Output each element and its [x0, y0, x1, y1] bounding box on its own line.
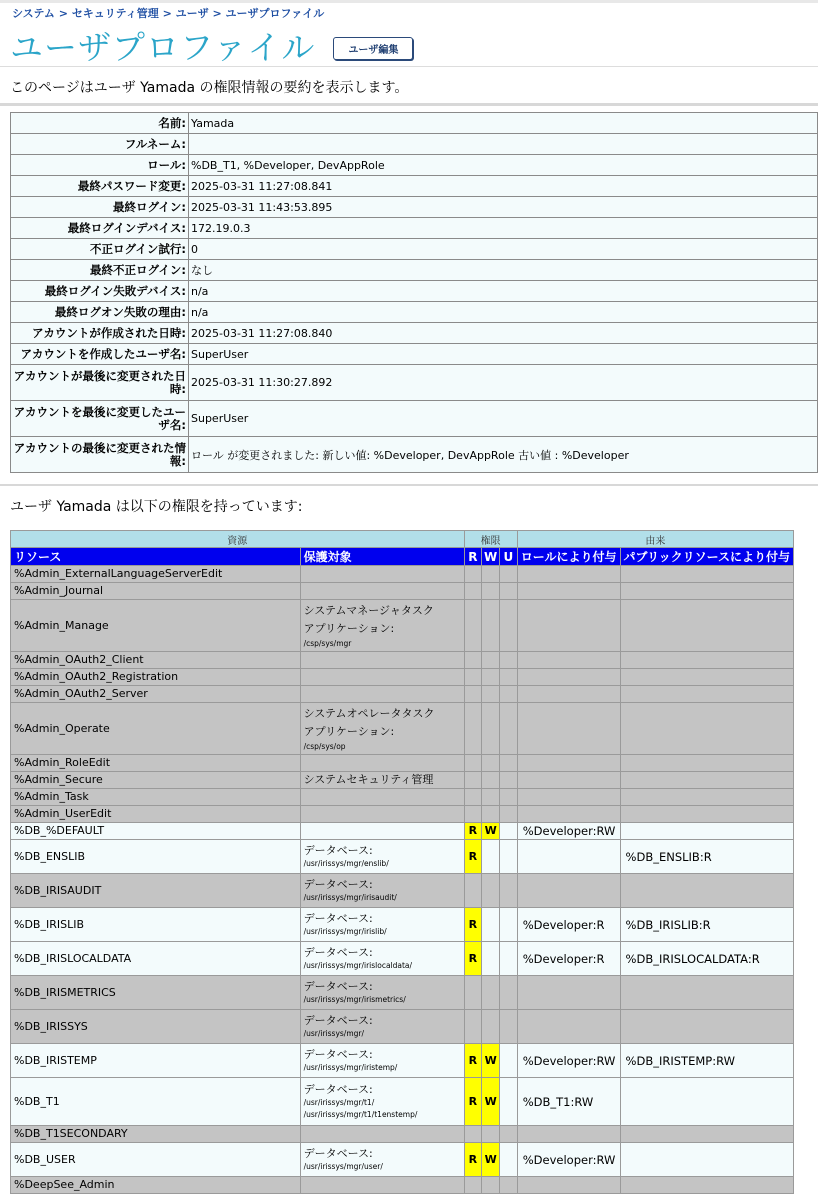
profile-row	[11, 437, 818, 473]
protected-label: データベース:	[303, 1082, 373, 1096]
profile-field-label: ロール:	[11, 155, 189, 176]
resource-row[interactable]	[11, 874, 794, 908]
resource-name: %DB_IRISLIB	[11, 908, 301, 942]
protected-target	[300, 755, 464, 772]
resource-row[interactable]	[11, 686, 794, 703]
permission-r: R	[464, 942, 482, 976]
granted-by-role: %Developer:RW	[517, 823, 620, 840]
profile-field-value: 2025-03-31 11:43:53.895	[189, 197, 818, 218]
profile-row	[11, 323, 818, 344]
resource-row[interactable]	[11, 1177, 794, 1194]
granted-by-public	[620, 566, 793, 583]
protected-label: システムマネージャタスク	[303, 603, 434, 617]
granted-by-role	[517, 652, 620, 669]
permission-w: W	[482, 823, 500, 840]
profile-field-value: ロール が変更されました: 新しい値: %Developer, DevAppRole 古い値 : %Developer	[189, 437, 818, 473]
granted-by-public	[620, 703, 793, 755]
permission-r	[464, 703, 482, 755]
group-header-resource: 資源	[11, 531, 465, 548]
permission-w: W	[482, 1078, 500, 1126]
profile-row	[11, 218, 818, 239]
granted-by-role	[517, 669, 620, 686]
granted-by-public	[620, 976, 793, 1010]
protected-path: /usr/irissys/mgr/t1/t1enstemp/	[303, 1109, 418, 1119]
resource-row[interactable]	[11, 1044, 794, 1078]
resource-name: %DB_IRISTEMP	[11, 1044, 301, 1078]
permission-u	[500, 772, 518, 789]
profile-field-value	[189, 134, 818, 155]
resource-name: %Admin_OAuth2_Registration	[11, 669, 301, 686]
resource-name: %Admin_OAuth2_Client	[11, 652, 301, 669]
breadcrumb-user-profile[interactable]: ユーザプロファイル	[225, 7, 325, 20]
granted-by-public	[620, 789, 793, 806]
profile-row	[11, 155, 818, 176]
group-header-permission: 権限	[464, 531, 517, 548]
permission-u	[500, 840, 518, 874]
protected-path: /usr/irissys/mgr/enslib/	[303, 858, 389, 868]
protected-path: /usr/irissys/mgr/irismetrics/	[303, 994, 406, 1004]
permission-u	[500, 1078, 518, 1126]
permission-u	[500, 1177, 518, 1194]
resource-name: %Admin_Secure	[11, 772, 301, 789]
resource-name: %Admin_RoleEdit	[11, 755, 301, 772]
permission-u	[500, 908, 518, 942]
protected-label: システムオペレータタスク	[303, 706, 435, 720]
granted-by-role	[517, 976, 620, 1010]
profile-row	[11, 134, 818, 155]
protected-target	[300, 840, 464, 874]
protected-target	[300, 908, 464, 942]
permission-r	[464, 874, 482, 908]
protected-target	[300, 686, 464, 703]
resource-name: %DB_T1	[11, 1078, 301, 1126]
resource-row[interactable]	[11, 840, 794, 874]
permission-w	[482, 942, 500, 976]
profile-field-label: 最終ログオン失敗の理由:	[11, 302, 189, 323]
breadcrumb-users[interactable]: ユーザ	[175, 7, 209, 20]
protected-target	[300, 583, 464, 600]
profile-field-value: n/a	[189, 302, 818, 323]
profile-row	[11, 365, 818, 401]
profile-field-label: アカウントを作成したユーザ名:	[11, 344, 189, 365]
resource-row[interactable]	[11, 908, 794, 942]
permission-r	[464, 1010, 482, 1044]
permission-w	[482, 1010, 500, 1044]
resource-name: %DB_ENSLIB	[11, 840, 301, 874]
profile-field-value: SuperUser	[189, 344, 818, 365]
granted-by-public	[620, 1126, 793, 1143]
profile-row	[11, 113, 818, 134]
profile-field-value: 2025-03-31 11:27:08.841	[189, 176, 818, 197]
granted-by-public: %DB_IRISTEMP:RW	[620, 1044, 793, 1078]
resource-name: %DB_IRISSYS	[11, 1010, 301, 1044]
permission-w	[482, 755, 500, 772]
permission-r	[464, 669, 482, 686]
permission-r: R	[464, 823, 482, 840]
permission-r	[464, 976, 482, 1010]
profile-field-value: %DB_T1, %Developer, DevAppRole	[189, 155, 818, 176]
resource-row[interactable]	[11, 755, 794, 772]
protected-target	[300, 1143, 464, 1177]
permission-r	[464, 1126, 482, 1143]
granted-by-role	[517, 1010, 620, 1044]
profile-field-label: アカウントの最後に変更された情報:	[11, 437, 189, 473]
breadcrumb	[12, 5, 324, 21]
profile-field-label: アカウントが最後に変更された日時:	[11, 365, 189, 401]
permission-u	[500, 600, 518, 652]
resource-row[interactable]	[11, 652, 794, 669]
granted-by-public	[620, 1010, 793, 1044]
column-header-by-role[interactable]: ロールにより付与	[517, 548, 620, 566]
protected-target	[300, 703, 464, 755]
privileges-description: ユーザ Yamada は以下の権限を持っています:	[10, 499, 303, 515]
protected-target	[300, 1010, 464, 1044]
resource-row[interactable]	[11, 806, 794, 823]
profile-row	[11, 344, 818, 365]
permission-u	[500, 1143, 518, 1177]
resource-name: %Admin_Operate	[11, 703, 301, 755]
granted-by-role	[517, 772, 620, 789]
granted-by-role	[517, 703, 620, 755]
granted-by-public	[620, 1143, 793, 1177]
permission-w	[482, 652, 500, 669]
resource-name: %DB_%DEFAULT	[11, 823, 301, 840]
granted-by-role	[517, 789, 620, 806]
protected-target	[300, 789, 464, 806]
profile-row	[11, 260, 818, 281]
resource-row[interactable]	[11, 823, 794, 840]
protected-label: データベース:	[303, 843, 373, 857]
edit-user-button[interactable]: ユーザ編集	[333, 37, 413, 60]
profile-row	[11, 176, 818, 197]
protected-label: データベース:	[303, 911, 373, 925]
protected-target	[300, 942, 464, 976]
granted-by-role: %Developer:RW	[517, 1044, 620, 1078]
protected-target	[300, 1078, 464, 1126]
profile-field-label: アカウントを最後に変更したユーザ名:	[11, 401, 189, 437]
protected-label: アプリケーション:	[303, 621, 395, 635]
breadcrumb-separator: >	[58, 7, 68, 20]
profile-field-label: フルネーム:	[11, 134, 189, 155]
protected-label: データベース:	[303, 979, 373, 993]
title-bar	[10, 24, 413, 66]
granted-by-public	[620, 755, 793, 772]
protected-path: /usr/irissys/mgr/irisaudit/	[303, 892, 397, 902]
top-border	[0, 0, 818, 3]
breadcrumb-system[interactable]: システム	[12, 7, 55, 20]
resource-row[interactable]	[11, 976, 794, 1010]
permission-u	[500, 755, 518, 772]
resource-row[interactable]	[11, 703, 794, 755]
group-header-origin: 由来	[517, 531, 793, 548]
profile-field-value: Yamada	[189, 113, 818, 134]
permission-w	[482, 600, 500, 652]
protected-path: /usr/irissys/mgr/t1/	[303, 1097, 375, 1107]
profile-field-value: 0	[189, 239, 818, 260]
resource-name: %DeepSee_Admin	[11, 1177, 301, 1194]
profile-field-label: 最終パスワード変更:	[11, 176, 189, 197]
profile-table	[10, 112, 818, 473]
permission-r	[464, 755, 482, 772]
column-header-resource[interactable]: リソース	[11, 548, 301, 566]
profile-field-label: 最終ログインデバイス:	[11, 218, 189, 239]
permission-u	[500, 583, 518, 600]
granted-by-public	[620, 806, 793, 823]
profile-row	[11, 401, 818, 437]
resource-name: %DB_IRISMETRICS	[11, 976, 301, 1010]
protected-target	[300, 806, 464, 823]
permission-w	[482, 1177, 500, 1194]
permission-u	[500, 789, 518, 806]
protected-target	[300, 669, 464, 686]
permission-w	[482, 874, 500, 908]
granted-by-public: %DB_IRISLIB:R	[620, 908, 793, 942]
permission-u	[500, 1126, 518, 1143]
column-header-w[interactable]: W	[482, 548, 500, 566]
permission-r	[464, 600, 482, 652]
profile-field-value: 2025-03-31 11:27:08.840	[189, 323, 818, 344]
granted-by-public	[620, 600, 793, 652]
breadcrumb-separator: >	[212, 7, 222, 20]
granted-by-role	[517, 600, 620, 652]
granted-by-public	[620, 772, 793, 789]
permission-u	[500, 669, 518, 686]
page-description: このページはユーザ Yamada の権限情報の要約を表示します。	[10, 80, 409, 96]
resource-row[interactable]	[11, 1143, 794, 1177]
divider	[0, 103, 818, 106]
granted-by-public: %DB_ENSLIB:R	[620, 840, 793, 874]
profile-field-label: 最終不正ログイン:	[11, 260, 189, 281]
protected-path: /csp/sys/op	[303, 741, 346, 751]
protected-path: /usr/irissys/mgr/iristemp/	[303, 1062, 398, 1072]
permission-r	[464, 772, 482, 789]
permission-w	[482, 908, 500, 942]
granted-by-role: %DB_T1:RW	[517, 1078, 620, 1126]
protected-path: /usr/irissys/mgr/irislib/	[303, 926, 387, 936]
permission-u	[500, 874, 518, 908]
resource-name: %DB_IRISAUDIT	[11, 874, 301, 908]
privileges-table	[10, 530, 794, 1194]
profile-field-value: 2025-03-31 11:30:27.892	[189, 365, 818, 401]
permission-w	[482, 772, 500, 789]
resource-name: %Admin_Manage	[11, 600, 301, 652]
protected-path: /csp/sys/mgr	[303, 638, 352, 648]
permission-r	[464, 789, 482, 806]
permission-w	[482, 686, 500, 703]
resource-name: %Admin_UserEdit	[11, 806, 301, 823]
profile-field-label: アカウントが作成された日時:	[11, 323, 189, 344]
granted-by-public: %DB_IRISLOCALDATA:R	[620, 942, 793, 976]
protected-target	[300, 566, 464, 583]
resource-name: %Admin_Journal	[11, 583, 301, 600]
permission-w	[482, 840, 500, 874]
resource-row[interactable]	[11, 789, 794, 806]
granted-by-public	[620, 686, 793, 703]
protected-label: データベース:	[303, 1013, 373, 1027]
protected-target	[300, 1126, 464, 1143]
protected-label: データベース:	[303, 1047, 373, 1061]
column-header-protected[interactable]: 保護対象	[300, 548, 464, 566]
permission-u	[500, 806, 518, 823]
permission-r	[464, 806, 482, 823]
permission-u	[500, 942, 518, 976]
granted-by-role	[517, 1126, 620, 1143]
profile-field-label: 最終ログイン:	[11, 197, 189, 218]
protected-label: アプリケーション:	[303, 724, 395, 738]
granted-by-role: %Developer:R	[517, 942, 620, 976]
permission-u	[500, 823, 518, 840]
granted-by-public	[620, 874, 793, 908]
resource-row[interactable]	[11, 1078, 794, 1126]
resource-name: %DB_USER	[11, 1143, 301, 1177]
resource-row[interactable]	[11, 566, 794, 583]
profile-field-label: 不正ログイン試行:	[11, 239, 189, 260]
permission-u	[500, 976, 518, 1010]
granted-by-role: %Developer:R	[517, 908, 620, 942]
granted-by-role	[517, 566, 620, 583]
profile-field-value: SuperUser	[189, 401, 818, 437]
resource-row[interactable]	[11, 772, 794, 789]
permission-r	[464, 686, 482, 703]
divider	[0, 484, 818, 486]
granted-by-public	[620, 583, 793, 600]
protected-label: システムセキュリティ管理	[303, 773, 434, 786]
permission-w: W	[482, 1143, 500, 1177]
resource-name: %DB_IRISLOCALDATA	[11, 942, 301, 976]
permission-r: R	[464, 1143, 482, 1177]
protected-label: データベース:	[303, 1146, 373, 1160]
granted-by-role	[517, 583, 620, 600]
protected-path: /usr/irissys/mgr/irislocaldata/	[303, 960, 413, 970]
resource-name: %Admin_Task	[11, 789, 301, 806]
protected-label: データベース:	[303, 877, 373, 891]
divider	[0, 66, 818, 67]
resource-name: %Admin_OAuth2_Server	[11, 686, 301, 703]
profile-field-label: 名前:	[11, 113, 189, 134]
granted-by-public	[620, 1078, 793, 1126]
breadcrumb-separator: >	[162, 7, 172, 20]
permission-r: R	[464, 1078, 482, 1126]
permission-r	[464, 1177, 482, 1194]
permission-u	[500, 1010, 518, 1044]
protected-target	[300, 976, 464, 1010]
granted-by-role	[517, 686, 620, 703]
resource-row[interactable]	[11, 669, 794, 686]
permission-r: R	[464, 1044, 482, 1078]
permission-r	[464, 583, 482, 600]
resource-name: %DB_T1SECONDARY	[11, 1126, 301, 1143]
permission-u	[500, 686, 518, 703]
permission-r: R	[464, 840, 482, 874]
permission-r	[464, 566, 482, 583]
permission-w	[482, 1126, 500, 1143]
granted-by-public	[620, 652, 793, 669]
permission-w	[482, 789, 500, 806]
resource-row[interactable]	[11, 1126, 794, 1143]
permission-u	[500, 652, 518, 669]
granted-by-role	[517, 806, 620, 823]
protected-target	[300, 874, 464, 908]
resource-row[interactable]	[11, 583, 794, 600]
granted-by-role: %Developer:RW	[517, 1143, 620, 1177]
profile-row	[11, 281, 818, 302]
permission-r	[464, 652, 482, 669]
protected-target	[300, 1177, 464, 1194]
column-header-r[interactable]: R	[464, 548, 482, 566]
granted-by-public	[620, 823, 793, 840]
column-header-by-public[interactable]: パブリックリソースにより付与	[620, 548, 793, 566]
granted-by-public	[620, 669, 793, 686]
protected-label: データベース:	[303, 945, 373, 959]
permission-w: W	[482, 1044, 500, 1078]
permission-r: R	[464, 908, 482, 942]
granted-by-role	[517, 755, 620, 772]
resource-row[interactable]	[11, 600, 794, 652]
granted-by-role	[517, 874, 620, 908]
profile-field-value: 172.19.0.3	[189, 218, 818, 239]
protected-path: /usr/irissys/mgr/	[303, 1028, 364, 1038]
protected-target	[300, 823, 464, 840]
permission-u	[500, 703, 518, 755]
protected-target	[300, 1044, 464, 1078]
profile-row	[11, 197, 818, 218]
profile-field-value: n/a	[189, 281, 818, 302]
profile-row	[11, 302, 818, 323]
protected-target	[300, 600, 464, 652]
permission-w	[482, 806, 500, 823]
granted-by-public	[620, 1177, 793, 1194]
permission-w	[482, 703, 500, 755]
breadcrumb-security[interactable]: セキュリティ管理	[71, 7, 159, 20]
resource-name: %Admin_ExternalLanguageServerEdit	[11, 566, 301, 583]
permission-u	[500, 566, 518, 583]
protected-target	[300, 772, 464, 789]
permission-w	[482, 583, 500, 600]
protected-path: /usr/irissys/mgr/user/	[303, 1161, 383, 1171]
resource-row[interactable]	[11, 942, 794, 976]
granted-by-role	[517, 1177, 620, 1194]
permission-w	[482, 566, 500, 583]
granted-by-role	[517, 840, 620, 874]
permission-w	[482, 976, 500, 1010]
profile-field-label: 最終ログイン失敗デバイス:	[11, 281, 189, 302]
permission-w	[482, 669, 500, 686]
page-title: ユーザプロファイル	[10, 27, 316, 67]
profile-row	[11, 239, 818, 260]
resource-row[interactable]	[11, 1010, 794, 1044]
permission-u	[500, 1044, 518, 1078]
profile-field-value: なし	[189, 260, 818, 281]
column-header-u[interactable]: U	[500, 548, 518, 566]
protected-target	[300, 652, 464, 669]
